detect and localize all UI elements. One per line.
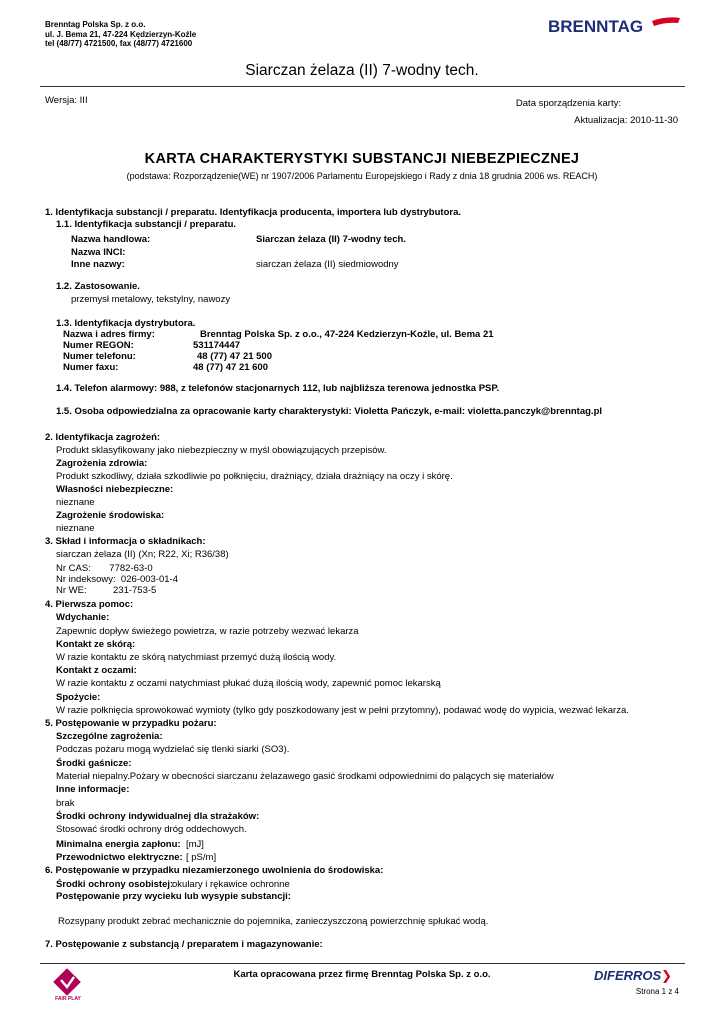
special-hazards-text: Podczas pożaru mogą wydzielać się tlenki siarki (SO3). bbox=[56, 744, 290, 755]
page-number: Strona 1 z 4 bbox=[635, 987, 679, 996]
company-name-value: Brenntag Polska Sp. z o.o., 47-224 Kedzierzyn-Koźle, ul. Bema 21 bbox=[200, 329, 494, 340]
trade-name-value: Siarczan żelaza (II) 7-wodny tech. bbox=[256, 234, 406, 245]
section-4-title: 4. Pierwsza pomoc: bbox=[45, 599, 134, 610]
extinguishing-label: Środki gaśnicze: bbox=[56, 758, 132, 769]
section-7-title: 7. Postępowanie z substancją / preparatem i magazynowanie: bbox=[45, 939, 323, 950]
regon-value: 531174447 bbox=[193, 340, 241, 351]
conductivity-label: Przewodnictwo elektryczne: bbox=[56, 852, 183, 863]
fair-play-text: FAIR PLAY bbox=[55, 996, 81, 1002]
skin-contact-text: W razie kontaktu ze skórą natychmiast przemyć dużą ilością wody. bbox=[56, 652, 337, 663]
footer-text: Karta opracowana przez firmę Brenntag Polska Sp. z o.o. bbox=[233, 969, 491, 980]
cas-number: Nr CAS: 7782-63-0 bbox=[56, 563, 153, 574]
footer-divider bbox=[40, 963, 685, 964]
trade-name-label: Nazwa handlowa: bbox=[71, 234, 151, 245]
ingestion-label: Spożycie: bbox=[56, 692, 101, 703]
main-heading: KARTA CHARAKTERYSTYKI SUBSTANCJI NIEBEZPIECZNEJ bbox=[144, 151, 580, 167]
index-number: Nr indeksowy: 026-003-01-4 bbox=[56, 574, 178, 585]
section-1-2-title: 1.2. Zastosowanie. bbox=[56, 281, 140, 292]
spill-text: Rozsypany produkt zebrać mechanicznie do pojemnika, zanieczyszczoną powierzchnię spłukać wodą. bbox=[58, 916, 489, 927]
diferros-arrow-icon: ❯ bbox=[661, 968, 673, 983]
other-info-text: brak bbox=[56, 798, 75, 809]
health-hazards-label: Zagrożenia zdrowia: bbox=[56, 458, 148, 469]
section-2-title: 2. Identyfikacja zagrożeń: bbox=[45, 432, 161, 443]
health-hazards-text: Produkt szkodliwy, działa szkodliwie po połknięciu, drażniący, działa drażniący na oczy i skórę. bbox=[56, 471, 453, 482]
fax-label: Numer faxu: bbox=[63, 362, 119, 373]
diferros-logo bbox=[594, 968, 672, 984]
version: Wersja: III bbox=[45, 95, 88, 106]
section-1-1-title: 1.1. Identyfikacja substancji / preparatu. bbox=[56, 219, 237, 230]
conductivity-value: [ pS/m] bbox=[186, 852, 217, 863]
creation-date-label: Data sporządzenia karty: bbox=[515, 98, 621, 109]
section-3-title: 3. Skład i informacja o składnikach: bbox=[45, 536, 206, 547]
company-name: Brenntag Polska Sp. z o.o. bbox=[45, 20, 146, 29]
company-info bbox=[45, 20, 196, 49]
brenntag-logo-text: BRENNTAG bbox=[548, 17, 644, 36]
extinguishing-text: Materiał niepalny.Pożary w obecności siarczanu żelazawego gasić środkami odpowiednimi do palących się materiałów bbox=[56, 771, 554, 782]
classification-text: Produkt sklasyfikowany jako niebezpieczny w myśl obowiązujących przepisów. bbox=[56, 445, 387, 456]
ignition-energy-value: [mJ] bbox=[186, 839, 204, 850]
eye-contact-text: W razie kontaktu z oczami natychmiast płukać dużą ilością wody, zapewnić pomoc lekarską bbox=[56, 678, 441, 689]
regon-label: Numer REGON: bbox=[63, 340, 134, 351]
other-names-value: siarczan żelaza (II) siedmiowodny bbox=[256, 259, 399, 270]
other-names-label: Inne nazwy: bbox=[71, 259, 125, 270]
usage-text: przemysł metalowy, tekstylny, nawozy bbox=[71, 294, 231, 305]
document-title: Siarczan żelaza (II) 7-wodny tech. bbox=[245, 62, 479, 79]
firefighter-ppe-label: Środki ochrony indywidualnej dla strażaków: bbox=[56, 811, 260, 822]
spill-label: Postępowanie przy wycieku lub wysypie substancji: bbox=[56, 891, 291, 902]
special-hazards-label: Szczególne zagrożenia: bbox=[56, 731, 163, 742]
fax-value: 48 (77) 47 21 600 bbox=[193, 362, 269, 373]
firefighter-ppe-text: Stosować środki ochrony dróg oddechowych. bbox=[56, 824, 247, 835]
update-date: Aktualizacja: 2010-11-30 bbox=[574, 115, 678, 126]
section-1-4: 1.4. Telefon alarmowy: 988, z telefonów stacjonarnych 112, lub najbliższa terenowa jednostka PSP. bbox=[56, 383, 500, 394]
we-number: Nr WE: 231-753-5 bbox=[56, 585, 157, 596]
environment-hazard-label: Zagrożenie środowiska: bbox=[56, 510, 165, 521]
section-5-title: 5. Postępowanie w przypadku pożaru: bbox=[45, 718, 217, 729]
brenntag-logo bbox=[548, 14, 680, 36]
hazard-properties-text: nieznane bbox=[56, 497, 95, 508]
inhalation-text: Zapewnic dopływ świeżego powietrza, w razie potrzeby wezwać lekarza bbox=[56, 626, 359, 637]
section-1-title: 1. Identyfikacja substancji / preparatu. Identyfikacja producenta, importera lub dystrybutora. bbox=[45, 207, 461, 218]
section-6-title: 6. Postępowanie w przypadku niezamierzonego uwolnienia do środowiska: bbox=[45, 865, 384, 876]
diferros-text: DIFERROS bbox=[594, 968, 662, 983]
environment-hazard-text: nieznane bbox=[56, 523, 95, 534]
ignition-energy-label: Minimalna energia zapłonu: bbox=[56, 839, 181, 850]
company-phone: tel (48/77) 4721500, fax (48/77) 4721600 bbox=[45, 39, 193, 49]
company-name-label: Nazwa i adres firmy: bbox=[63, 329, 155, 340]
inci-label: Nazwa INCI: bbox=[71, 247, 126, 258]
other-info-label: Inne informacje: bbox=[56, 784, 130, 795]
hazard-properties-label: Własności niebezpieczne: bbox=[56, 484, 174, 495]
inhalation-label: Wdychanie: bbox=[56, 612, 110, 623]
section-1-3-title: 1.3. Identyfikacja dystrybutora. bbox=[56, 318, 196, 329]
personal-protection-value: okulary i rękawice ochronne bbox=[172, 879, 290, 890]
company-address: ul. J. Bema 21, 47-224 Kędzierzyn-Koźle bbox=[45, 29, 197, 39]
section-1-5: 1.5. Osoba odpowiedzialna za opracowanie karty charakterystyki: Violetta Pańczyk, e-mail: violetta.panczyk@brenntag.pl bbox=[56, 406, 603, 417]
phone-value: 48 (77) 47 21 500 bbox=[197, 351, 273, 362]
component-text: siarczan żelaza (II) (Xn; R22, Xi; R36/38) bbox=[56, 549, 229, 560]
legal-basis: (podstawa: Rozporządzenie(WE) nr 1907/2006 Parlamentu Europejskiego i Rady z dnia 18 grudnia 2006 ws. REACH) bbox=[126, 171, 598, 181]
header-divider bbox=[40, 86, 685, 87]
ingestion-text: W razie połknięcia sprowokować wymioty (tylko gdy poszkodowany jest w pełni przytomny), podawać wodę do wypicia, wezwać lekarza. bbox=[56, 705, 629, 716]
personal-protection-label: Środki ochrony osobistej: bbox=[56, 879, 174, 890]
phone-label: Numer telefonu: bbox=[63, 351, 136, 362]
skin-contact-label: Kontakt ze skórą: bbox=[56, 639, 136, 650]
logo-swoosh bbox=[652, 17, 680, 26]
eye-contact-label: Kontakt z oczami: bbox=[56, 665, 137, 676]
